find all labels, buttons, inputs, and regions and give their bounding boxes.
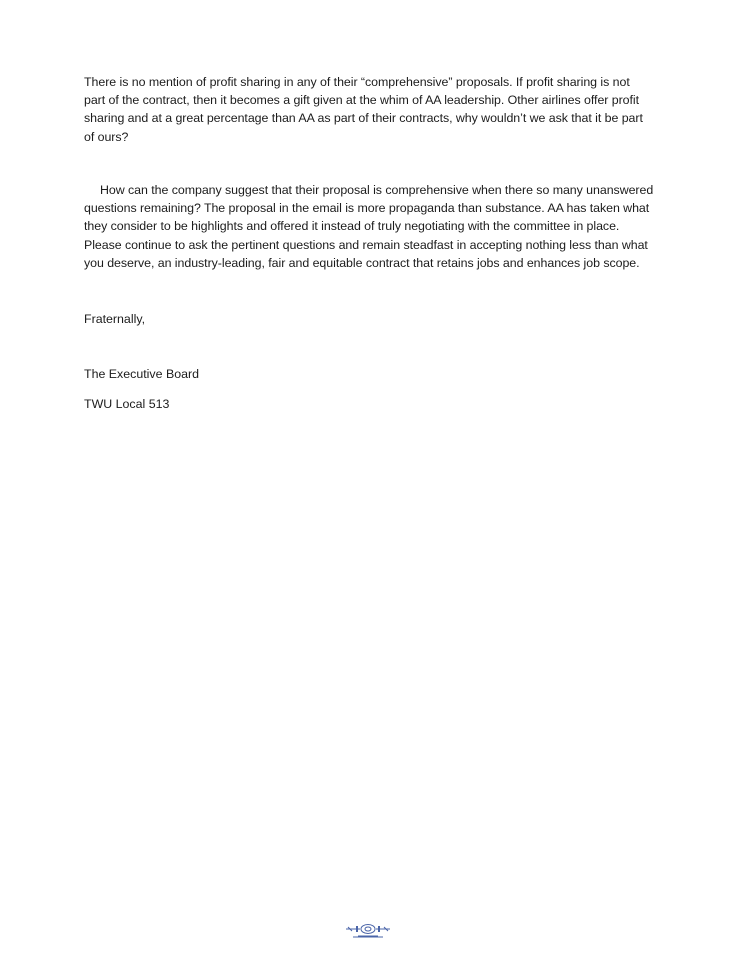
- union-printer-bug-icon: [344, 922, 392, 942]
- paragraph-profit-sharing: There is no mention of profit sharing in any of their “comprehensive” proposals. If profit sharing is not part of the contract, then it becomes a gift given at the whim of AA leadership. Other airlines offer profit sharing and at a great percentage than AA as part of their contracts, why wouldn’t we ask that it be part of ours?: [84, 75, 643, 144]
- signature-line-local: TWU Local 513: [84, 397, 170, 411]
- signature-line-board: The Executive Board: [84, 367, 200, 381]
- letter-closing: Fraternally,: [84, 312, 146, 326]
- paragraph-comprehensive-proposal: How can the company suggest that their proposal is comprehensive when there so many unanswered questions remaining? The proposal in the email is more propaganda than substance. AA has taken what they consider to be highlights and offered it instead of truly negotiating with the committee in place. Please continue to ask the pertinent questions and remain steadfast in accepting nothing less than what you deserve, an industry-leading, fair and equitable contract that retains jobs and enhances job scope.: [84, 183, 654, 270]
